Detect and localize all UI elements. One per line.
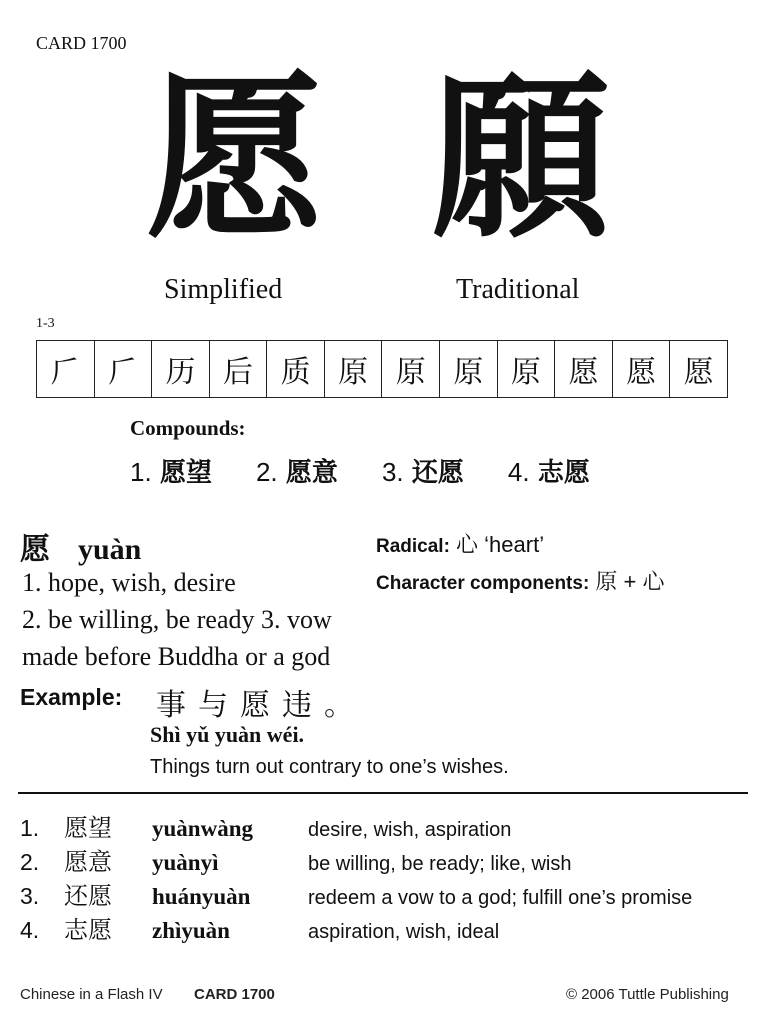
vocab-pinyin: huányuàn: [152, 884, 251, 909]
stroke-step: 愿: [555, 341, 613, 397]
vocab-pinyin: yuànwàng: [152, 816, 253, 841]
stroke-step: 历: [152, 341, 210, 397]
compound-word: 愿望: [159, 458, 212, 488]
vocab-characters: 愿意: [64, 848, 112, 876]
stroke-step: 原: [382, 341, 440, 397]
vocab-definition: desire, wish, aspiration: [308, 819, 512, 841]
vocab-definition: redeem a vow to a god; fulfill one’s promise: [308, 887, 693, 909]
vocab-row: [20, 910, 750, 944]
vocab-row: [20, 876, 750, 910]
vocab-characters: 志愿: [64, 916, 112, 944]
vocab-number: 2.: [20, 849, 40, 875]
traditional-caption: Traditional: [456, 274, 580, 305]
headword: [20, 524, 141, 568]
vocabulary-list: [20, 808, 750, 944]
components-value: 原 + 心: [595, 569, 665, 594]
components-label: Character components:: [376, 573, 590, 594]
compound-item: [130, 452, 212, 489]
compound-number: 1.: [130, 457, 152, 487]
example-pinyin: Shì yǔ yuàn wéi.: [150, 722, 305, 747]
stroke-step: 愿: [613, 341, 671, 397]
compounds-list: [130, 452, 634, 489]
vocab-characters: 还愿: [64, 882, 112, 910]
vocab-pinyin: yuànyì: [152, 850, 219, 875]
headword-pinyin: yuàn: [78, 533, 142, 566]
footer-card-number: CARD 1700: [194, 986, 275, 1003]
headword-character: 愿: [20, 532, 50, 567]
compound-word: 愿意: [285, 458, 338, 488]
traditional-character: 願: [432, 55, 610, 262]
stroke-order-grid: [36, 340, 728, 398]
simplified-caption: Simplified: [164, 274, 283, 305]
example-translation: Things turn out contrary to one’s wishes.: [150, 756, 509, 778]
simplified-character: 愿: [146, 55, 324, 262]
stroke-step: 原: [498, 341, 556, 397]
compound-number: 4.: [507, 457, 530, 487]
vocab-definition: be willing, be ready; like, wish: [308, 853, 572, 875]
stroke-order-note: 1-3: [36, 316, 55, 331]
footer-left: Chinese in a Flash IV: [20, 986, 163, 1003]
compound-item: [508, 452, 590, 489]
divider: [18, 792, 748, 794]
definition-line: 2. be willing, be ready 3. vow: [22, 605, 332, 634]
footer-copyright: © 2006 Tuttle Publishing: [566, 986, 729, 1003]
stroke-step: 原: [325, 341, 383, 397]
stroke-step: 愿: [683, 355, 714, 390]
definition: [22, 564, 402, 675]
stroke-step: 质: [267, 341, 325, 397]
radical-info: [376, 528, 544, 559]
components-info: [376, 565, 664, 596]
vocab-number: 1.: [20, 815, 40, 841]
compound-number: 2.: [255, 457, 278, 487]
compound-word: 志愿: [537, 458, 590, 488]
stroke-step: 𠂆: [95, 341, 153, 397]
compounds-label: Compounds:: [130, 416, 246, 440]
vocab-pinyin: zhìyuàn: [152, 918, 230, 943]
card-label: CARD 1700: [36, 33, 127, 53]
vocab-number: 3.: [20, 883, 40, 909]
compound-word: 还愿: [411, 458, 464, 488]
compound-number: 3.: [381, 457, 404, 487]
stroke-step: 原: [440, 341, 498, 397]
vocab-characters: 愿望: [64, 814, 112, 842]
vocab-row: [20, 808, 750, 842]
radical-value: 心 ‘heart’: [456, 532, 545, 557]
vocab-definition: aspiration, wish, ideal: [308, 921, 500, 943]
stroke-step: 𠂆: [37, 341, 95, 397]
stroke-step: 后: [210, 341, 268, 397]
example-label: Example:: [20, 684, 123, 710]
definition-line: 1. hope, wish, desire: [22, 568, 236, 597]
example-chinese: 事与愿违。: [156, 688, 366, 723]
radical-label: Radical:: [376, 536, 450, 557]
definition-line: made before Buddha or a god: [22, 642, 331, 671]
compound-item: [382, 452, 464, 489]
vocab-number: 4.: [20, 917, 40, 943]
vocab-row: [20, 842, 750, 876]
compound-item: [256, 452, 338, 489]
